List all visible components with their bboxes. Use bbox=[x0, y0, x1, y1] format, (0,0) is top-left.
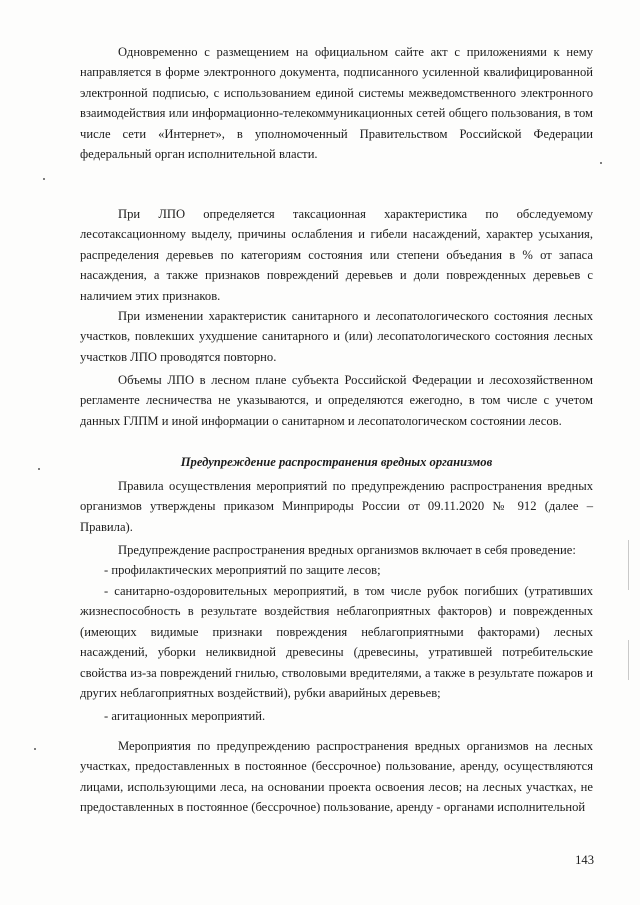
scan-speck bbox=[38, 468, 40, 470]
paragraph-online-publication: Одновременно с размещением на официальном сайте акт с приложениями к нему направляется в форме электронного документа, подписанного усиленной квалифицированной электронной подписью, с использованием единой системы межведомственного электронного взаимодействия или информационно-телекоммуникационных сетей общего пользования, в том числе сети «Интернет», в уполномоченный Правительством Российской Федерации федеральный орган исполнительной власти. bbox=[80, 45, 593, 162]
paragraph-lpo-volumes: Объемы ЛПО в лесном плане субъекта Российской Федерации и лесохозяйственном регламенте лесничества не указываются, и определяются ежегодно, в том числе с учетом данных ГЛПМ и иной информации о санитарном и лесопатологическом состоянии лесов. bbox=[80, 373, 593, 428]
list-item: - санитарно-оздоровительных мероприятий, в том числе рубок погибших (утративших жизнеспособность в результате воздействия неблагоприятных факторов) и поврежденных (имеющих видимые признаки повреждения неблагоприятными факторами) лесных насаждений, уборки неликвидной древесины (древесины, утратившей потребительские свойства из-за повреждений гнилью, стволовыми вредителями, а также в результате пожаров и других неблагоприятных воздействий), рубки аварийных деревьев; bbox=[80, 584, 593, 701]
page-number: 143 bbox=[575, 853, 594, 867]
paragraph-measures: Мероприятия по предупреждению распространения вредных организмов на лесных участках, предоставленных в постоянное (бессрочное) пользование, аренду, осуществляются лицами, использующими леса, на основании проекта освоения лесов; на лесных участках, не предоставленных в постоянное (бессрочное) пользование, аренду - органами исполнительной bbox=[80, 739, 593, 815]
paragraph-rules: Правила осуществления мероприятий по предупреждению распространения вредных организмов утверждены приказом Минприроды России от 09.11.2020 № 912 (далее – Правила). bbox=[80, 479, 593, 534]
scan-edge-mark bbox=[628, 540, 629, 590]
scan-speck bbox=[600, 162, 602, 164]
list-item: - агитационных мероприятий. bbox=[104, 709, 266, 723]
scan-speck bbox=[43, 178, 45, 180]
section-heading: Предупреждение распространения вредных организмов bbox=[180, 455, 493, 469]
paragraph-lpo-characteristics: При ЛПО определяется таксационная характеристика по обследуемому лесотаксационному выделу, причины ослабления и гибели насаждений, характер усыхания, распределения деревьев по категориям состояния или степени объедания в % от запаса насаждения, а также признаков повреждений деревьев и доли поврежденных деревьев с наличием этих признаков. bbox=[80, 207, 593, 303]
paragraph-includes: Предупреждение распространения вредных организмов включает в себя проведение: bbox=[118, 543, 576, 557]
paragraph-repeat-lpo: При изменении характеристик санитарного и лесопатологического состояния лесных участков, повлекших ухудшение санитарного и (или) лесопатологического состояния лесных участков ЛПО проводятся повторно. bbox=[80, 309, 593, 364]
scan-edge-mark bbox=[628, 640, 629, 680]
list-item: - профилактических мероприятий по защите лесов; bbox=[104, 563, 381, 577]
scan-speck bbox=[34, 748, 36, 750]
